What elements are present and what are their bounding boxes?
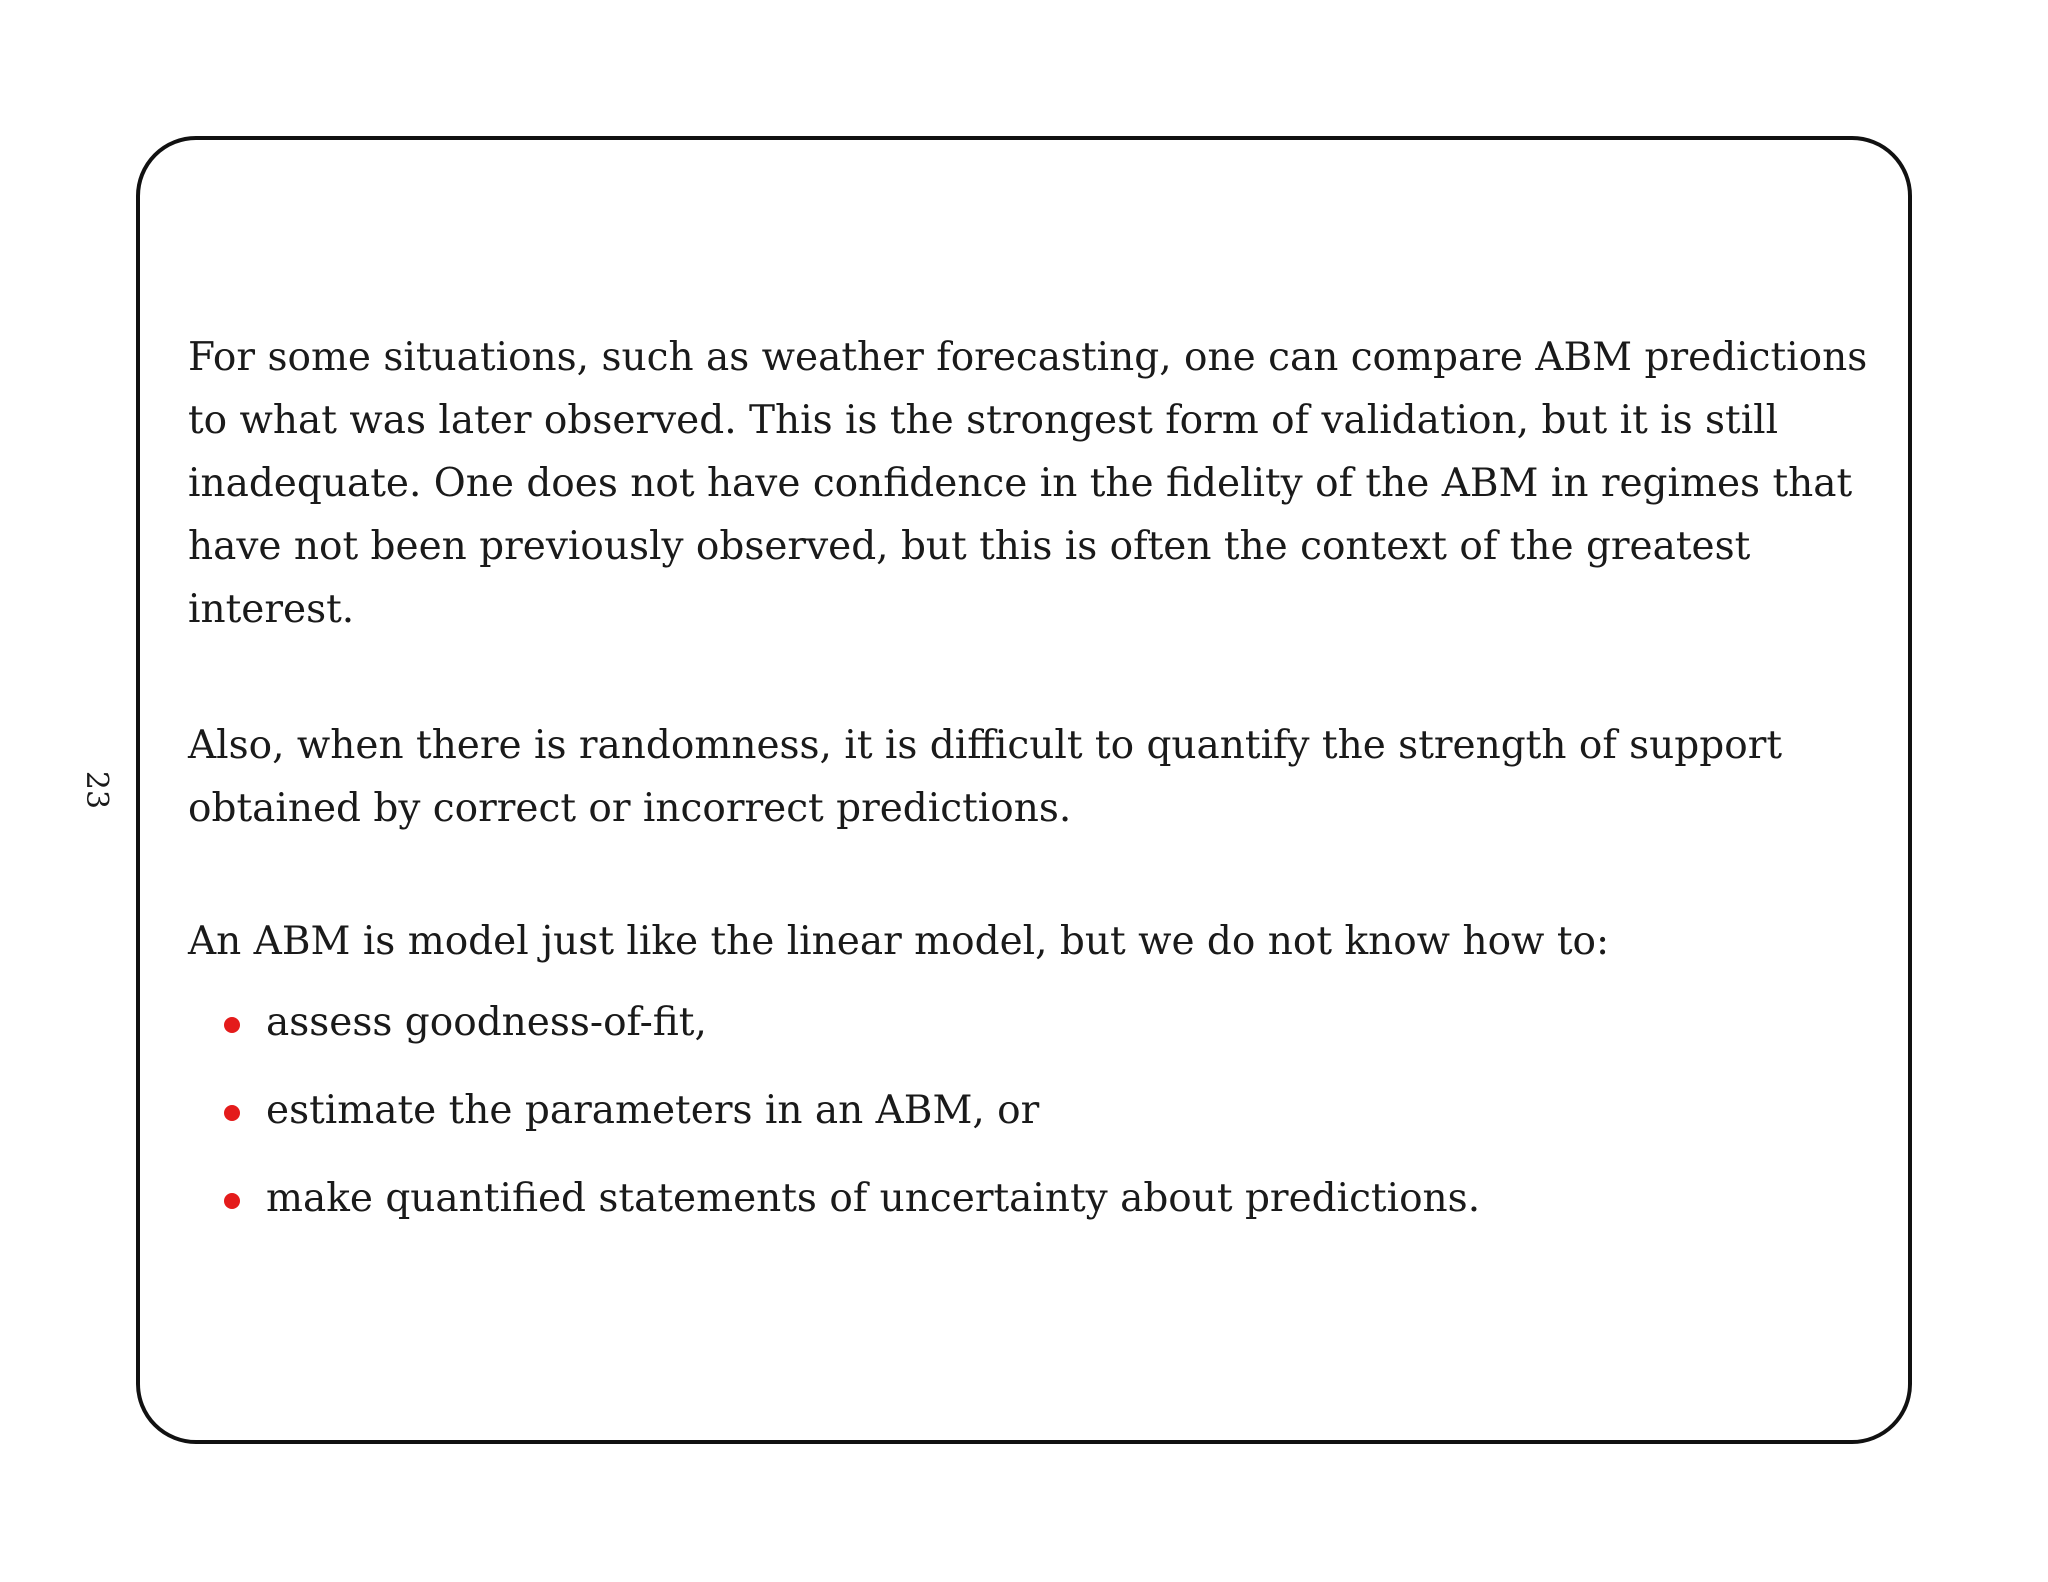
bullet-list [188,991,1888,1230]
paragraph-abm-model: An ABM is model just like the linear model, but we do not know how to: [188,919,1610,964]
list-item [188,1079,1888,1142]
page-number: 23 [79,770,114,810]
slide-content [188,326,1888,1255]
list-item [188,991,1888,1054]
bullet-dot-icon [224,1017,240,1033]
paragraph-validation: For some situations, such as weather forecasting, one can compare ABM predictions to what was later observed. This is the strongest form of validation, but it is still inadequate. One does not have confidence in the fidelity of the ABM in regimes that have not been previously observed, but this is often the context of the greatest interest. [188,335,1868,632]
bullet-text: assess goodness-of-fit, [266,1000,707,1045]
bullet-text: estimate the parameters in an ABM, or [266,1088,1040,1133]
bullet-dot-icon [224,1193,240,1209]
paragraph-randomness: Also, when there is randomness, it is difficult to quantify the strength of support obtained by correct or incorrect predictions. [188,723,1783,831]
bullet-text: make quantified statements of uncertainty about predictions. [266,1176,1481,1221]
bullet-dot-icon [224,1105,240,1121]
list-item [188,1167,1888,1230]
